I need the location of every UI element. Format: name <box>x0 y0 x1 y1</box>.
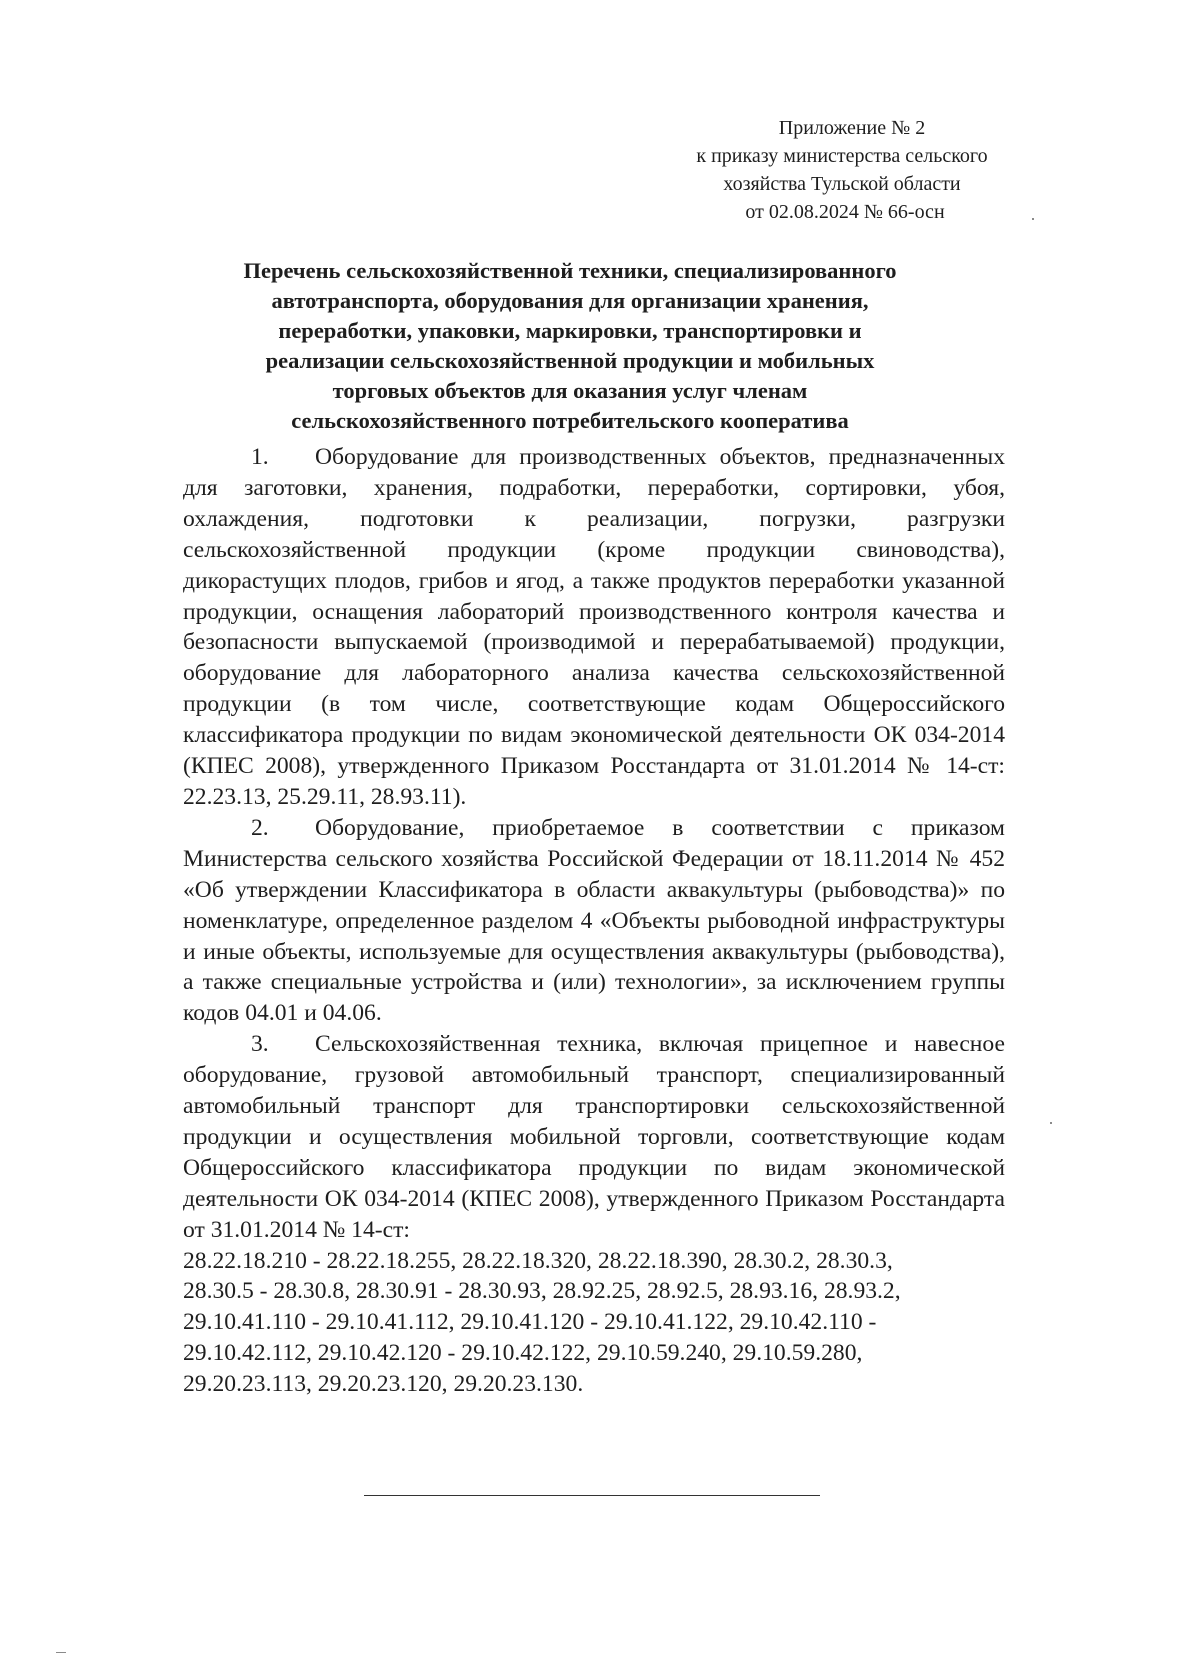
appendix-number: Приложение № 2 <box>778 117 926 139</box>
code-line: 29.20.23.113, 29.20.23.120, 29.20.23.130. <box>183 1371 584 1398</box>
title-line: переработки, упаковки, маркировки, транспортировки и <box>278 318 862 343</box>
list-item-number: 1. <box>251 444 269 470</box>
title-line: торговых объектов для оказания услуг членам <box>332 378 808 403</box>
title-line: сельскохозяйственного потребительского кооператива <box>291 408 849 433</box>
scan-speck <box>56 1652 66 1653</box>
appendix-header <box>632 114 1052 226</box>
classifier-codes <box>183 1246 1005 1401</box>
title-line: реализации сельскохозяйственной продукции и мобильных <box>265 348 875 373</box>
code-line: 28.30.5 - 28.30.8, 28.30.91 - 28.30.93, 28.92.25, 28.92.5, 28.93.16, 28.93.2, <box>183 1278 901 1305</box>
code-line: 29.10.42.112, 29.10.42.120 - 29.10.42.122, 29.10.59.240, 29.10.59.280, <box>183 1340 863 1367</box>
list-item-3 <box>183 1029 1005 1245</box>
list-item-text: Оборудование, приобретаемое в соответствии с приказом Министерства сельского хозяйства Российской Федерации от 18.11.2014 № 452 «Об утверждении Классификатора в области аквакультуры (рыбоводства)» по номенклатуре, определенное разделом 4 «Объекты рыбоводной инфраструктуры и иные объекты, используемые для осуществления аквакультуры (рыбоводства), а также специальные устройства и (или) технологии», за исключением группы кодов 04.01 и 04.06. <box>183 814 1005 1027</box>
appendix-order-date: от 02.08.2024 № 66-осн <box>745 201 945 223</box>
list-item-number: 2. <box>251 814 269 841</box>
appendix-order-ref: к приказу министерства сельского <box>696 145 988 167</box>
title-line: Перечень сельскохозяйственной техники, специализированного <box>243 258 897 283</box>
closing-rule <box>364 1495 820 1496</box>
list-item-number: 3. <box>251 1031 269 1058</box>
code-line: 29.10.41.110 - 29.10.41.112, 29.10.41.120 - 29.10.41.122, 29.10.42.110 - <box>183 1309 877 1336</box>
code-line: 28.22.18.210 - 28.22.18.255, 28.22.18.320, 28.22.18.390, 28.30.2, 28.30.3, <box>183 1247 893 1274</box>
title-line: автотранспорта, оборудования для организации хранения, <box>271 288 869 313</box>
document-title <box>160 256 980 436</box>
document-body <box>183 442 1005 1400</box>
list-item-text: Сельскохозяйственная техника, включая прицепное и навесное оборудование, грузовой автомобильный транспорт, специализированный автомобильный транспорт для транспортировки сельскохозяйственной продукции и осуществления мобильной торговли, соответствующие кодам Общероссийского классификатора продукции по видам экономической деятельности ОК 034-2014 (КПЕС 2008), утвержденного Приказом Росстандарта от 31.01.2014 № 14-ст: <box>183 1031 1005 1243</box>
scan-speck <box>1032 218 1034 220</box>
list-item-2 <box>183 813 1005 1029</box>
list-item-1 <box>183 442 1005 813</box>
appendix-ministry: хозяйства Тульской области <box>723 173 961 195</box>
scan-speck <box>1050 1122 1052 1124</box>
list-item-text: Оборудование для производственных объектов, предназначенных для заготовки, хранения, подработки, переработки, сортировки, убоя, охлаждения, подготовки к реализации, погрузки, разгрузки сельскохозяйственной продукции (кроме продукции свиноводства), дикорастущих плодов, грибов и ягод, а также продуктов переработки указанной продукции, оснащения лабораторий производственного контроля качества и безопасности выпускаемой (производимой и перерабатываемой) продукции, оборудование для лабораторного анализа качества сельскохозяйственной продукции (в том числе, соответствующие кодам Общероссийского классификатора продукции по видам экономической деятельности ОК 034-2014 (КПЕС 2008), утвержденного Приказом Росстандарта от 31.01.2014 № 14-ст: 22.23.13, 25.29.11, 28.93.11). <box>183 444 1005 810</box>
